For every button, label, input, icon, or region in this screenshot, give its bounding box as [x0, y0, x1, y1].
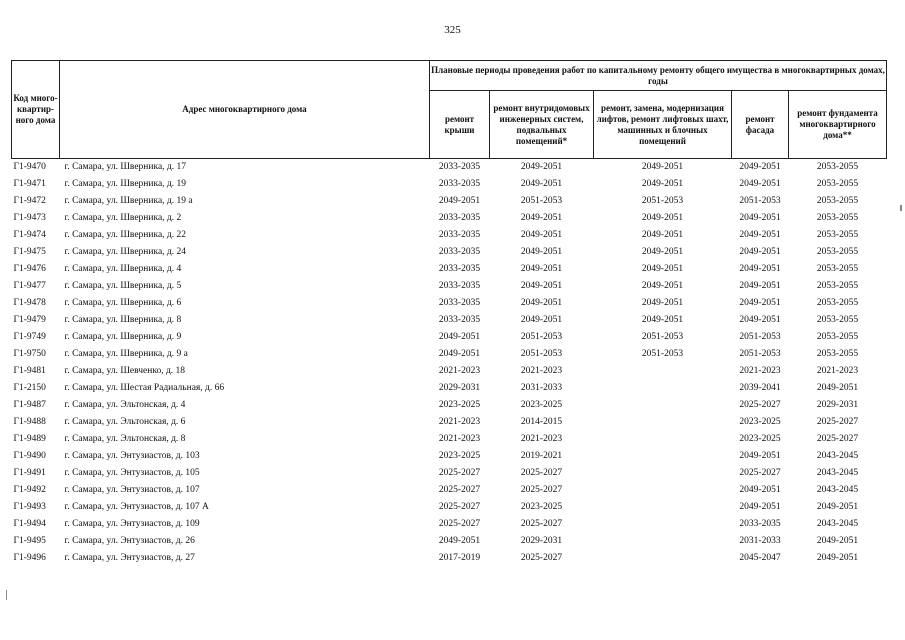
table-row: [12, 312, 887, 329]
cell-address: г. Самара, ул. Шверника, д. 4: [64, 264, 182, 274]
cell-foundation: 2043-2045: [816, 519, 859, 529]
cell-facade: 2031-2033: [739, 536, 781, 546]
cell-address: г. Самара, ул. Шевченко, д. 18: [64, 366, 186, 376]
header-systems: ремонт внутридомовых инженерных систем, подвальных помещений*: [490, 91, 594, 159]
cell-lifts: 2049-2051: [641, 213, 684, 223]
cell-facade: 2051-2053: [739, 332, 781, 342]
page-number: 325: [444, 24, 461, 36]
cell-code: Г1-2150: [13, 383, 46, 393]
cell-lifts: 2051-2053: [641, 349, 684, 359]
cell-facade: 2039-2041: [739, 383, 781, 393]
cell-lifts: 2049-2051: [641, 281, 684, 291]
table-row: [12, 346, 887, 363]
table-row: [12, 193, 887, 210]
cell-code: Г1-9472: [13, 196, 46, 206]
cell-systems: 2023-2025: [520, 502, 563, 512]
cell-code: Г1-9481: [13, 366, 46, 376]
cell-roof: 2049-2051: [438, 349, 481, 359]
cell-roof: 2033-2035: [438, 230, 481, 240]
table-row: [12, 465, 887, 482]
cell-address: г. Самара, ул. Шверника, д. 8: [64, 315, 182, 325]
cell-code: Г1-9479: [13, 315, 46, 325]
cell-lifts: 2049-2051: [641, 247, 684, 257]
cell-address: г. Самара, ул. Шверника, д. 24: [64, 247, 187, 257]
table-row: [12, 533, 887, 550]
cell-roof: 2025-2027: [438, 468, 481, 478]
table-row: [12, 482, 887, 499]
cell-code: Г1-9474: [13, 230, 46, 240]
cell-roof: 2049-2051: [438, 536, 481, 546]
cell-code: Г1-9490: [13, 451, 46, 461]
cell-code: Г1-9492: [13, 485, 46, 495]
cell-systems: 2049-2051: [520, 298, 563, 308]
cell-lifts: 2049-2051: [641, 315, 684, 325]
cell-address: г. Самара, ул. Шверника, д. 5: [64, 281, 182, 291]
scan-mark: [900, 205, 902, 211]
cell-code: Г1-9750: [13, 349, 46, 359]
cell-address: г. Самара, ул. Энтузиастов, д. 26: [64, 536, 195, 546]
cell-address: г. Самара, ул. Шестая Радиальная, д. 66: [64, 383, 225, 393]
cell-roof: 2025-2027: [438, 502, 481, 512]
cell-roof: 2033-2035: [438, 247, 481, 257]
header-periods: Плановые периоды проведения работ по капитальному ремонту общего имущества в многоквартирных домах, годы: [430, 61, 887, 91]
cell-roof: 2023-2025: [438, 451, 481, 461]
cell-facade: 2051-2053: [739, 349, 781, 359]
cell-code: Г1-9487: [13, 400, 46, 410]
cell-foundation: 2049-2051: [816, 553, 859, 563]
cell-facade: 2049-2051: [739, 179, 781, 189]
header-address: Адрес многоквартирного дома: [60, 61, 430, 159]
cell-address: г. Самара, ул. Шверника, д. 17: [64, 162, 187, 172]
table-row: [12, 210, 887, 227]
cell-foundation: 2043-2045: [816, 485, 859, 495]
cell-systems: 2021-2023: [520, 366, 563, 376]
cell-lifts: 2051-2053: [641, 196, 684, 206]
cell-systems: 2049-2051: [520, 315, 563, 325]
table-row: [12, 516, 887, 533]
cell-roof: 2049-2051: [438, 332, 481, 342]
cell-address: г. Самара, ул. Энтузиастов, д. 107 А: [64, 502, 209, 512]
cell-address: г. Самара, ул. Шверника, д. 9: [64, 332, 182, 342]
cell-facade: 2049-2051: [739, 502, 781, 512]
cell-address: г. Самара, ул. Шверника, д. 2: [64, 213, 182, 223]
cell-systems: 2049-2051: [520, 179, 563, 189]
table-row: [12, 414, 887, 431]
cell-roof: 2033-2035: [438, 213, 481, 223]
cell-systems: 2049-2051: [520, 213, 563, 223]
table-row: [12, 329, 887, 346]
cell-systems: 2051-2053: [520, 196, 563, 206]
cell-systems: 2023-2025: [520, 400, 563, 410]
cell-systems: 2021-2023: [520, 434, 563, 444]
cell-lifts: [594, 516, 732, 533]
header-facade: ремонт фасада: [732, 91, 789, 159]
cell-lifts: [594, 499, 732, 516]
table-body: [12, 159, 887, 568]
cell-address: г. Самара, ул. Шверника, д. 22: [64, 230, 187, 240]
cell-foundation: 2053-2055: [816, 162, 859, 172]
cell-roof: 2021-2023: [438, 434, 481, 444]
cell-facade: 2023-2025: [739, 434, 781, 444]
table-row: [12, 295, 887, 312]
cell-facade: 2049-2051: [739, 451, 781, 461]
cell-roof: 2033-2035: [438, 281, 481, 291]
cell-foundation: 2053-2055: [816, 179, 859, 189]
cell-foundation: 2043-2045: [816, 468, 859, 478]
cell-address: г. Самара, ул. Эльтонская, д. 6: [64, 417, 186, 427]
cell-code: Г1-9478: [13, 298, 46, 308]
cell-facade: 2025-2027: [739, 400, 781, 410]
cell-lifts: [594, 448, 732, 465]
cell-foundation: 2049-2051: [816, 536, 859, 546]
cell-foundation: 2053-2055: [816, 315, 859, 325]
table-row: [12, 159, 887, 177]
table-row: [12, 176, 887, 193]
cell-foundation: 2053-2055: [816, 213, 859, 223]
cell-roof: 2025-2027: [438, 519, 481, 529]
cell-code: Г1-9494: [13, 519, 46, 529]
cell-address: г. Самара, ул. Эльтонская, д. 8: [64, 434, 186, 444]
cell-facade: 2025-2027: [739, 468, 781, 478]
cell-facade: 2049-2051: [739, 298, 781, 308]
cell-systems: 2049-2051: [520, 264, 563, 274]
cell-code: Г1-9491: [13, 468, 46, 478]
cell-roof: 2021-2023: [438, 366, 481, 376]
cell-lifts: 2049-2051: [641, 162, 684, 172]
cell-lifts: [594, 431, 732, 448]
cell-foundation: 2053-2055: [816, 247, 859, 257]
cell-roof: 2033-2035: [438, 162, 481, 172]
cell-systems: 2025-2027: [520, 553, 563, 563]
cell-systems: 2019-2021: [520, 451, 563, 461]
cell-foundation: 2025-2027: [816, 417, 859, 427]
cell-lifts: 2049-2051: [641, 298, 684, 308]
cell-facade: 2049-2051: [739, 247, 781, 257]
cell-lifts: [594, 380, 732, 397]
cell-systems: 2051-2053: [520, 349, 563, 359]
cell-foundation: 2053-2055: [816, 281, 859, 291]
table-row: [12, 227, 887, 244]
cell-systems: 2025-2027: [520, 519, 563, 529]
cell-systems: 2049-2051: [520, 281, 563, 291]
cell-systems: 2014-2015: [520, 417, 563, 427]
cell-code: Г1-9489: [13, 434, 46, 444]
cell-roof: 2029-2031: [438, 383, 481, 393]
cell-foundation: 2053-2055: [816, 196, 859, 206]
cell-facade: 2049-2051: [739, 264, 781, 274]
header-code: Код много-квартир-ного дома: [12, 61, 60, 159]
cell-code: Г1-9749: [13, 332, 46, 342]
cell-address: г. Самара, ул. Шверника, д. 9 а: [64, 349, 188, 359]
cell-roof: 2023-2025: [438, 400, 481, 410]
cell-foundation: 2053-2055: [816, 349, 859, 359]
cell-code: Г1-9473: [13, 213, 46, 223]
cell-lifts: [594, 482, 732, 499]
cell-foundation: 2053-2055: [816, 332, 859, 342]
cell-foundation: 2021-2023: [816, 366, 859, 376]
cell-systems: 2025-2027: [520, 485, 563, 495]
table-row: [12, 397, 887, 414]
cell-roof: 2017-2019: [438, 553, 481, 563]
capital-repair-table: [11, 60, 887, 567]
cell-code: Г1-9496: [13, 553, 46, 563]
cell-roof: 2049-2051: [438, 196, 481, 206]
cell-address: г. Самара, ул. Шверника, д. 6: [64, 298, 182, 308]
cell-address: г. Самара, ул. Энтузиастов, д. 103: [64, 451, 200, 461]
cell-address: г. Самара, ул. Эльтонская, д. 4: [64, 400, 186, 410]
cell-systems: 2025-2027: [520, 468, 563, 478]
cell-lifts: 2049-2051: [641, 230, 684, 240]
table-row: [12, 380, 887, 397]
cell-facade: 2049-2051: [739, 230, 781, 240]
cell-address: г. Самара, ул. Энтузиастов, д. 105: [64, 468, 200, 478]
cell-code: Г1-9476: [13, 264, 46, 274]
cell-facade: 2049-2051: [739, 315, 781, 325]
cell-code: Г1-9493: [13, 502, 46, 512]
cell-lifts: [594, 465, 732, 482]
table-header: [12, 61, 887, 159]
cell-systems: 2031-2033: [520, 383, 563, 393]
table-row: [12, 499, 887, 516]
cell-foundation: 2053-2055: [816, 230, 859, 240]
cell-roof: 2025-2027: [438, 485, 481, 495]
header-roof: ремонт крыши: [430, 91, 490, 159]
cell-code: Г1-9471: [13, 179, 46, 189]
cell-lifts: [594, 363, 732, 380]
cell-facade: 2023-2025: [739, 417, 781, 427]
cell-systems: 2029-2031: [520, 536, 563, 546]
cell-facade: 2049-2051: [739, 485, 781, 495]
cell-facade: 2049-2051: [739, 213, 781, 223]
table-row: [12, 363, 887, 380]
cell-lifts: 2049-2051: [641, 264, 684, 274]
cell-foundation: 2053-2055: [816, 264, 859, 274]
cell-address: г. Самара, ул. Энтузиастов, д. 107: [64, 485, 200, 495]
cell-lifts: [594, 397, 732, 414]
cell-address: г. Самара, ул. Энтузиастов, д. 109: [64, 519, 200, 529]
cell-facade: 2033-2035: [739, 519, 781, 529]
cell-foundation: 2043-2045: [816, 451, 859, 461]
cell-lifts: [594, 533, 732, 550]
cell-facade: 2051-2053: [739, 196, 781, 206]
cell-facade: 2049-2051: [739, 281, 781, 291]
cell-code: Г1-9470: [13, 162, 46, 172]
cell-facade: 2045-2047: [739, 553, 781, 563]
cell-lifts: [594, 414, 732, 431]
cell-code: Г1-9495: [13, 536, 46, 546]
cell-roof: 2033-2035: [438, 298, 481, 308]
table-row: [12, 278, 887, 295]
cell-roof: 2033-2035: [438, 179, 481, 189]
cell-systems: 2049-2051: [520, 162, 563, 172]
table-row: [12, 550, 887, 567]
cell-lifts: [594, 550, 732, 567]
cell-code: Г1-9488: [13, 417, 46, 427]
cell-roof: 2033-2035: [438, 315, 481, 325]
cell-foundation: 2049-2051: [816, 383, 859, 393]
cell-systems: 2051-2053: [520, 332, 563, 342]
scan-mark: [6, 590, 7, 600]
cell-code: Г1-9477: [13, 281, 46, 291]
cell-lifts: 2049-2051: [641, 179, 684, 189]
table-row: [12, 448, 887, 465]
cell-foundation: 2049-2051: [816, 502, 859, 512]
cell-facade: 2049-2051: [739, 162, 781, 172]
cell-foundation: 2029-2031: [816, 400, 859, 410]
table-row: [12, 244, 887, 261]
cell-address: г. Самара, ул. Энтузиастов, д. 27: [64, 553, 195, 563]
cell-address: г. Самара, ул. Шверника, д. 19: [64, 179, 187, 189]
cell-foundation: 2025-2027: [816, 434, 859, 444]
cell-roof: 2021-2023: [438, 417, 481, 427]
header-lifts: ремонт, замена, модернизация лифтов, ремонт лифтовых шахт, машинных и блочных помещений: [594, 91, 732, 159]
table-row: [12, 261, 887, 278]
cell-systems: 2049-2051: [520, 247, 563, 257]
cell-facade: 2021-2023: [739, 366, 781, 376]
cell-roof: 2033-2035: [438, 264, 481, 274]
cell-foundation: 2053-2055: [816, 298, 859, 308]
cell-address: г. Самара, ул. Шверника, д. 19 а: [64, 196, 193, 206]
cell-lifts: 2051-2053: [641, 332, 684, 342]
cell-code: Г1-9475: [13, 247, 46, 257]
cell-systems: 2049-2051: [520, 230, 563, 240]
table-row: [12, 431, 887, 448]
header-foundation: ремонт фундамента многоквартирного дома**: [789, 91, 887, 159]
